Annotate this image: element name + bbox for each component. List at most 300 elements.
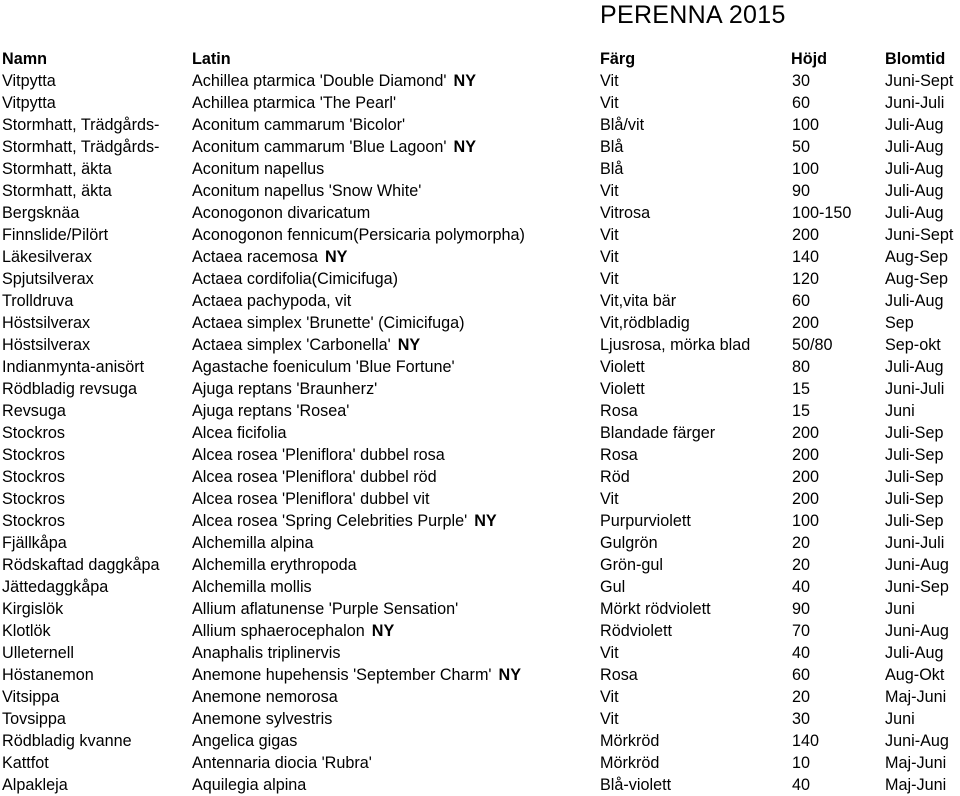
cell-latin-text: Alcea rosea 'Spring Celebrities Purple': [192, 512, 468, 530]
cell-blomtid-text: Juli-Aug: [885, 644, 944, 662]
cell-namn: [2, 532, 67, 554]
cell-farg-text: Ljusrosa, mörka blad: [600, 336, 751, 354]
cell-farg: [600, 422, 715, 444]
cell-latin-text: Angelica gigas: [192, 732, 298, 750]
cell-blomtid: [885, 422, 943, 444]
cell-hojd: [792, 114, 819, 136]
cell-latin-text: Aconogonon divaricatum: [192, 204, 371, 222]
cell-blomtid-text: Juli-Sep: [885, 512, 944, 530]
cell-hojd: [792, 708, 810, 730]
cell-namn-text: Stockros: [2, 512, 65, 530]
cell-latin: [192, 444, 445, 466]
cell-blomtid-text: Juni-Aug: [885, 556, 949, 574]
cell-latin: [192, 708, 332, 730]
cell-latin-text: Alchemilla alpina: [192, 534, 314, 552]
cell-hojd-text: 20: [792, 688, 811, 706]
cell-blomtid: [885, 598, 915, 620]
cell-blomtid-text: Juni-Aug: [885, 622, 949, 640]
cell-hojd: [792, 70, 810, 92]
header-blomtid: Blomtid: [885, 50, 946, 68]
cell-hojd-text: 30: [792, 72, 811, 90]
cell-blomtid-text: Juli-Aug: [885, 292, 944, 310]
cell-farg: [600, 532, 658, 554]
cell-blomtid: [885, 180, 943, 202]
cell-hojd: [792, 576, 810, 598]
table-row: [0, 642, 960, 664]
cell-farg: [600, 400, 638, 422]
cell-blomtid-text: Juli-Sep: [885, 424, 944, 442]
cell-blomtid-text: Juli-Aug: [885, 182, 944, 200]
cell-hojd: [792, 180, 810, 202]
cell-hojd-text: 40: [792, 644, 811, 662]
cell-blomtid: [885, 620, 949, 642]
cell-farg-text: Vit: [600, 72, 619, 90]
cell-namn-text: Stormhatt, Trädgårds-: [2, 138, 160, 156]
cell-blomtid-text: Juni-Juli: [885, 534, 945, 552]
cell-blomtid-text: Juni-Juli: [885, 380, 945, 398]
cell-latin: [192, 290, 351, 312]
cell-farg: [600, 708, 619, 730]
cell-blomtid-text: Aug-Okt: [885, 666, 945, 684]
cell-namn-text: Finnslide/Pilört: [2, 226, 109, 244]
new-badge: NY: [371, 622, 395, 640]
cell-farg: [600, 334, 750, 356]
cell-farg-text: Vit: [600, 226, 619, 244]
cell-farg-text: Mörkröd: [600, 754, 660, 772]
cell-farg-text: Rödviolett: [600, 622, 672, 640]
cell-namn: [2, 642, 74, 664]
cell-latin-text: Aconitum cammarum 'Bicolor': [192, 116, 406, 134]
cell-namn-text: Indianmynta-anisört: [2, 358, 145, 376]
cell-hojd-text: 50: [792, 138, 811, 156]
cell-farg: [600, 114, 644, 136]
cell-farg: [600, 488, 619, 510]
cell-farg: [600, 70, 619, 92]
cell-farg: [600, 356, 645, 378]
cell-blomtid-text: Juni-Sept: [885, 226, 954, 244]
cell-latin-text: Aconitum napellus: [192, 160, 325, 178]
table-row: [0, 444, 960, 466]
cell-namn: [2, 708, 66, 730]
cell-farg-text: Rosa: [600, 402, 638, 420]
cell-latin: [192, 224, 525, 246]
cell-latin: [192, 576, 312, 598]
cell-farg: [600, 620, 672, 642]
cell-hojd: [792, 158, 819, 180]
cell-farg: [600, 378, 645, 400]
cell-farg-text: Vit: [600, 710, 619, 728]
cell-latin: [192, 598, 458, 620]
cell-blomtid: [885, 664, 944, 686]
cell-blomtid: [885, 752, 946, 774]
cell-namn: [2, 752, 49, 774]
new-badge: NY: [498, 666, 522, 684]
cell-hojd: [792, 488, 819, 510]
cell-hojd: [792, 444, 819, 466]
cell-latin: [192, 422, 286, 444]
cell-hojd-text: 200: [792, 314, 820, 332]
cell-hojd: [792, 466, 819, 488]
table-row: [0, 774, 960, 796]
cell-farg-text: Vit: [600, 490, 619, 508]
cell-latin: [192, 312, 464, 334]
cell-farg-text: Vit: [600, 94, 619, 112]
cell-blomtid: [885, 444, 943, 466]
cell-blomtid: [885, 488, 943, 510]
cell-farg: [600, 730, 659, 752]
cell-namn: [2, 598, 63, 620]
cell-blomtid: [885, 686, 946, 708]
cell-latin: [192, 114, 405, 136]
cell-blomtid: [885, 378, 944, 400]
cell-blomtid: [885, 114, 943, 136]
cell-farg: [600, 752, 659, 774]
cell-namn: [2, 400, 66, 422]
cell-namn-text: Fjällkåpa: [2, 534, 67, 552]
cell-farg: [600, 576, 625, 598]
cell-farg: [600, 774, 671, 796]
cell-hojd-text: 200: [792, 446, 820, 464]
cell-blomtid-text: Juni: [885, 600, 915, 618]
cell-namn: [2, 664, 94, 686]
cell-latin-text: Ajuga reptans 'Braunherz': [192, 380, 378, 398]
cell-blomtid-text: Sep: [885, 314, 914, 332]
new-badge: NY: [453, 138, 477, 156]
cell-hojd: [792, 92, 810, 114]
cell-latin: [192, 136, 476, 158]
cell-farg-text: Vit: [600, 248, 619, 266]
page-title: PERENNA 2015: [600, 1, 786, 29]
cell-farg: [600, 642, 619, 664]
table-row: [0, 730, 960, 752]
cell-blomtid-text: Maj-Juni: [885, 776, 947, 794]
table-row: [0, 400, 960, 422]
cell-hojd: [792, 642, 810, 664]
cell-blomtid: [885, 730, 949, 752]
cell-latin-text: Achillea ptarmica 'Double Diamond': [192, 72, 447, 90]
cell-hojd-text: 30: [792, 710, 811, 728]
cell-latin: [192, 378, 377, 400]
cell-hojd-text: 200: [792, 226, 820, 244]
cell-hojd-text: 100-150: [792, 204, 852, 222]
cell-latin-text: Agastache foeniculum 'Blue Fortune': [192, 358, 455, 376]
cell-blomtid: [885, 400, 915, 422]
cell-latin-text: Aconitum cammarum 'Blue Lagoon': [192, 138, 447, 156]
cell-namn-text: Jättedaggkåpa: [2, 578, 109, 596]
table-row: [0, 532, 960, 554]
cell-hojd: [792, 730, 819, 752]
cell-farg-text: Blå: [600, 160, 624, 178]
cell-hojd-text: 40: [792, 578, 811, 596]
cell-hojd: [792, 532, 810, 554]
cell-namn: [2, 268, 94, 290]
cell-namn: [2, 730, 132, 752]
cell-hojd: [792, 686, 810, 708]
cell-namn: [2, 356, 144, 378]
cell-hojd: [792, 224, 819, 246]
cell-latin: [192, 246, 347, 268]
cell-blomtid: [885, 70, 953, 92]
cell-namn-text: Kattfot: [2, 754, 49, 772]
cell-latin-text: Allium aflatunense 'Purple Sensation': [192, 600, 459, 618]
table-row: [0, 158, 960, 180]
cell-latin: [192, 158, 324, 180]
cell-farg: [600, 312, 690, 334]
cell-farg: [600, 224, 619, 246]
table-header: [0, 46, 960, 70]
cell-namn-text: Rödskaftad daggkåpa: [2, 556, 160, 574]
cell-latin: [192, 488, 429, 510]
cell-blomtid-text: Juli-Sep: [885, 468, 944, 486]
cell-namn-text: Stormhatt, äkta: [2, 182, 112, 200]
cell-farg: [600, 664, 638, 686]
cell-namn-text: Höstsilverax: [2, 336, 91, 354]
cell-latin: [192, 466, 437, 488]
cell-blomtid-text: Juli-Aug: [885, 204, 944, 222]
table-row: [0, 576, 960, 598]
cell-farg: [600, 202, 650, 224]
cell-farg: [600, 554, 663, 576]
cell-blomtid: [885, 554, 949, 576]
table-row: [0, 664, 960, 686]
cell-namn: [2, 444, 65, 466]
cell-blomtid: [885, 356, 943, 378]
cell-farg: [600, 136, 623, 158]
cell-hojd: [792, 136, 810, 158]
cell-blomtid-text: Juli-Aug: [885, 160, 944, 178]
cell-farg-text: Rosa: [600, 666, 638, 684]
cell-namn: [2, 202, 79, 224]
cell-latin: [192, 202, 370, 224]
cell-farg: [600, 290, 676, 312]
cell-farg: [600, 466, 630, 488]
cell-namn: [2, 180, 112, 202]
cell-blomtid: [885, 312, 914, 334]
cell-latin-text: Anemone hupehensis 'September Charm': [192, 666, 492, 684]
cell-namn: [2, 774, 68, 796]
cell-latin-text: Ajuga reptans 'Rosea': [192, 402, 350, 420]
cell-hojd-text: 100: [792, 116, 820, 134]
cell-namn: [2, 334, 90, 356]
cell-namn: [2, 422, 65, 444]
cell-hojd: [792, 246, 819, 268]
cell-namn-text: Stormhatt, Trädgårds-: [2, 116, 160, 134]
cell-namn-text: Rödbladig revsuga: [2, 380, 137, 398]
cell-namn-text: Stormhatt, äkta: [2, 160, 112, 178]
cell-latin-text: Actaea simplex 'Carbonella': [192, 336, 391, 354]
table-row: [0, 708, 960, 730]
cell-namn: [2, 466, 65, 488]
cell-latin-text: Actaea cordifolia(Cimicifuga): [192, 270, 399, 288]
cell-farg-text: Gulgrön: [600, 534, 658, 552]
table-row: [0, 510, 960, 532]
cell-farg-text: Gul: [600, 578, 626, 596]
table-row: [0, 202, 960, 224]
cell-hojd-text: 70: [792, 622, 811, 640]
cell-namn-text: Trolldruva: [2, 292, 74, 310]
cell-blomtid-text: Sep-okt: [885, 336, 941, 354]
table-row: [0, 686, 960, 708]
cell-farg-text: Vit,rödbladig: [600, 314, 690, 332]
new-badge: NY: [453, 72, 477, 90]
cell-blomtid-text: Maj-Juni: [885, 754, 947, 772]
cell-namn-text: Vitpytta: [2, 94, 56, 112]
table-row: [0, 290, 960, 312]
cell-farg: [600, 158, 623, 180]
table-row: [0, 334, 960, 356]
cell-blomtid-text: Juli-Sep: [885, 490, 944, 508]
cell-latin-text: Anaphalis triplinervis: [192, 644, 341, 662]
cell-farg-text: Röd: [600, 468, 630, 486]
cell-namn-text: Stockros: [2, 446, 65, 464]
cell-farg: [600, 92, 619, 114]
cell-hojd-text: 200: [792, 490, 820, 508]
new-badge: NY: [324, 248, 348, 266]
cell-blomtid: [885, 576, 949, 598]
cell-namn-text: Rödbladig kvanne: [2, 732, 132, 750]
cell-hojd-text: 200: [792, 424, 820, 442]
cell-latin-text: Aconogonon fennicum(Persicaria polymorpha): [192, 226, 525, 244]
cell-farg-text: Grön-gul: [600, 556, 663, 574]
cell-hojd: [792, 774, 810, 796]
cell-namn-text: Bergsknäa: [2, 204, 80, 222]
cell-farg-text: Rosa: [600, 446, 638, 464]
header-namn: Namn: [2, 50, 47, 68]
cell-blomtid-text: Juni-Juli: [885, 94, 945, 112]
cell-hojd: [792, 752, 810, 774]
cell-latin-text: Anemone sylvestris: [192, 710, 333, 728]
cell-latin-text: Antennaria diocia 'Rubra': [192, 754, 372, 772]
table-row: [0, 224, 960, 246]
cell-namn-text: Stockros: [2, 490, 65, 508]
cell-hojd: [792, 334, 833, 356]
header-latin: Latin: [192, 50, 231, 68]
cell-namn: [2, 246, 92, 268]
cell-namn-text: Klotlök: [2, 622, 51, 640]
table-row: [0, 180, 960, 202]
cell-hojd-text: 10: [792, 754, 811, 772]
cell-blomtid: [885, 224, 953, 246]
cell-farg-text: Blå-violett: [600, 776, 672, 794]
cell-blomtid-text: Juni-Sep: [885, 578, 949, 596]
cell-farg-text: Vit,vita bär: [600, 292, 677, 310]
cell-hojd: [792, 664, 810, 686]
cell-hojd-text: 50/80: [792, 336, 833, 354]
cell-hojd-text: 200: [792, 468, 820, 486]
cell-hojd: [792, 312, 819, 334]
cell-blomtid: [885, 202, 943, 224]
cell-latin: [192, 510, 497, 532]
cell-farg: [600, 268, 619, 290]
cell-namn: [2, 488, 65, 510]
table-row: [0, 752, 960, 774]
cell-hojd: [792, 554, 810, 576]
cell-latin-text: Achillea ptarmica 'The Pearl': [192, 94, 397, 112]
cell-blomtid-text: Juli-Aug: [885, 358, 944, 376]
cell-hojd-text: 120: [792, 270, 820, 288]
cell-namn-text: Spjutsilverax: [2, 270, 94, 288]
cell-namn: [2, 312, 90, 334]
cell-farg-text: Violett: [600, 380, 645, 398]
cell-farg: [600, 246, 619, 268]
cell-hojd-text: 60: [792, 94, 811, 112]
cell-namn-text: Höstsilverax: [2, 314, 91, 332]
cell-blomtid-text: Aug-Sep: [885, 248, 948, 266]
cell-hojd: [792, 598, 810, 620]
cell-namn: [2, 224, 108, 246]
cell-farg: [600, 444, 638, 466]
cell-farg: [600, 180, 619, 202]
cell-blomtid-text: Aug-Sep: [885, 270, 948, 288]
cell-latin: [192, 620, 394, 642]
cell-farg-text: Purpurviolett: [600, 512, 691, 530]
cell-namn: [2, 114, 159, 136]
cell-hojd-text: 100: [792, 512, 820, 530]
new-badge: NY: [474, 512, 497, 530]
header-hojd: Höjd: [791, 50, 827, 68]
cell-farg-text: Violett: [600, 358, 645, 376]
cell-hojd-text: 20: [792, 556, 811, 574]
cell-latin-text: Anemone nemorosa: [192, 688, 338, 706]
cell-blomtid-text: Juni-Aug: [885, 732, 949, 750]
cell-farg-text: Vit: [600, 270, 619, 288]
cell-latin-text: Aquilegia alpina: [192, 776, 307, 794]
cell-namn-text: Stockros: [2, 424, 65, 442]
cell-blomtid: [885, 334, 941, 356]
cell-namn-text: Stockros: [2, 468, 65, 486]
cell-latin: [192, 180, 421, 202]
table-row: [0, 554, 960, 576]
cell-namn-text: Alpakleja: [2, 776, 68, 794]
cell-blomtid: [885, 290, 943, 312]
cell-latin-text: Actaea pachypoda, vit: [192, 292, 352, 310]
cell-blomtid-text: Juni-Sept: [885, 72, 954, 90]
cell-namn-text: Revsuga: [2, 402, 66, 420]
cell-hojd-text: 90: [792, 182, 811, 200]
header-farg: Färg: [600, 50, 636, 68]
table-row: [0, 70, 960, 92]
cell-blomtid: [885, 708, 915, 730]
cell-hojd: [792, 422, 819, 444]
cell-latin-text: Aconitum napellus 'Snow White': [192, 182, 422, 200]
cell-blomtid: [885, 158, 943, 180]
cell-latin: [192, 554, 357, 576]
cell-farg-text: Vit: [600, 644, 619, 662]
cell-hojd-text: 60: [792, 666, 811, 684]
cell-blomtid: [885, 246, 948, 268]
table-row: [0, 466, 960, 488]
cell-latin-text: Allium sphaerocephalon: [192, 622, 365, 640]
cell-namn: [2, 620, 51, 642]
plant-table: [0, 46, 960, 796]
cell-hojd-text: 15: [792, 402, 811, 420]
cell-hojd: [792, 620, 810, 642]
cell-namn: [2, 70, 56, 92]
table-row: [0, 246, 960, 268]
cell-hojd-text: 140: [792, 732, 820, 750]
cell-namn: [2, 686, 59, 708]
table-row: [0, 620, 960, 642]
table-row: [0, 136, 960, 158]
cell-latin-text: Alcea rosea 'Pleniflora' dubbel rosa: [192, 446, 445, 464]
cell-latin: [192, 532, 313, 554]
cell-blomtid-text: Maj-Juni: [885, 688, 947, 706]
table-row: [0, 312, 960, 334]
cell-namn-text: Ulleternell: [2, 644, 74, 662]
cell-namn-text: Höstanemon: [2, 666, 94, 684]
cell-latin: [192, 686, 338, 708]
cell-blomtid: [885, 466, 943, 488]
